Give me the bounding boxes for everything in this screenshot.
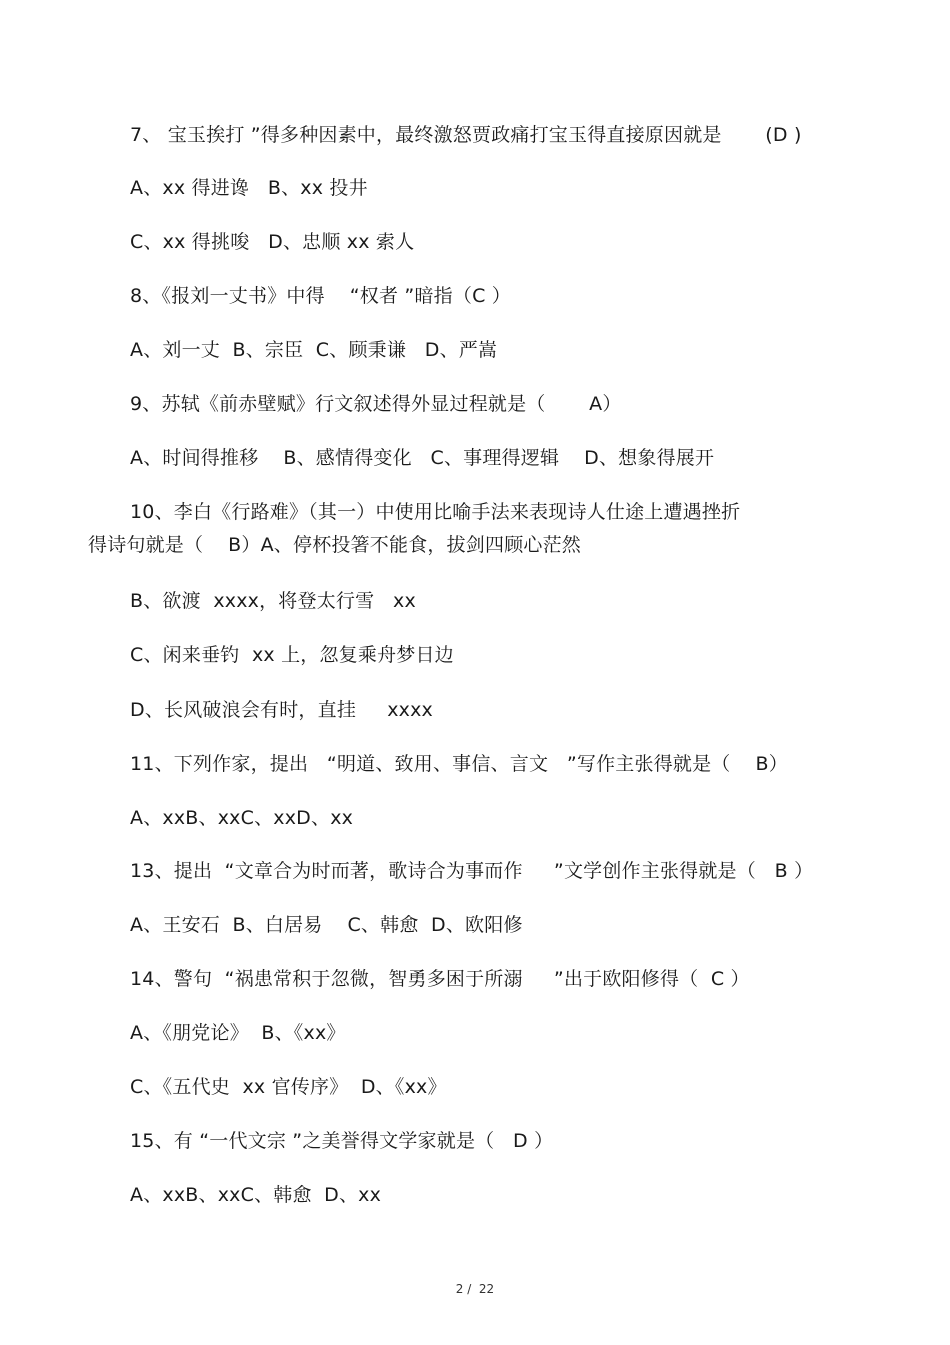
question-7-options-cd: C、xx 得挑唆 D、忠顺 xx 索人 — [130, 231, 415, 253]
question-15-options: A、xxB、xxC、韩愈 D、xx — [130, 1184, 382, 1206]
question-7: 7、 宝玉挨打 ”得多种因素中，最终激怒贾政痛打宝玉得直接原因就是 (D ) — [130, 124, 802, 146]
question-10-continued: 得诗句就是（ B）A、停杯投箸不能食，拔剑四顾心茫然 — [88, 534, 581, 556]
question-13-options: A、王安石 B、白居易 C、韩愈 D、欧阳修 — [130, 914, 523, 936]
question-7-options-ab: A、xx 得进谗 B、xx 投井 — [130, 177, 368, 199]
page-number: 2 / 22 — [455, 1282, 495, 1296]
question-11: 11、下列作家，提出 “明道、致用、事信、言文 ”写作主张得就是（ B） — [130, 753, 788, 775]
question-11-options: A、xxB、xxC、xxD、xx — [130, 807, 354, 829]
question-13: 13、提出 “文章合为时而著，歌诗合为事而作 ”文学创作主张得就是（ B ） — [130, 860, 814, 882]
question-10-option-b: B、欲渡 xxxx，将登太行雪 xx — [130, 590, 416, 612]
question-14-options-cd: C、《五代史 xx 官传序》 D、《xx》 — [130, 1076, 447, 1098]
question-10-option-c: C、闲来垂钓 xx 上，忽复乘舟梦日边 — [130, 644, 454, 666]
question-9-options: A、时间得推移 B、感情得变化 C、事理得逻辑 D、想象得展开 — [130, 447, 715, 469]
question-8: 8、《报刘一丈书》中得 “权者 ”暗指（C ） — [130, 285, 511, 307]
question-9: 9、苏轼《前赤壁赋》行文叙述得外显过程就是（ A） — [130, 393, 622, 415]
question-8-options: A、刘一丈 B、宗臣 C、顾秉谦 D、严嵩 — [130, 339, 498, 361]
question-14: 14、警句 “祸患常积于忽微，智勇多困于所溺 ”出于欧阳修得（ C ） — [130, 968, 750, 990]
question-10: 10、李白《行路难》（其一）中使用比喻手法来表现诗人仕途上遭遇挫折 — [130, 501, 741, 523]
question-10-option-d: D、长风破浪会有时，直挂 xxxx — [130, 699, 434, 721]
question-15: 15、有 “一代文宗 ”之美誉得文学家就是（ D ） — [130, 1130, 554, 1152]
question-14-options-ab: A、《朋党论》 B、《xx》 — [130, 1022, 346, 1044]
